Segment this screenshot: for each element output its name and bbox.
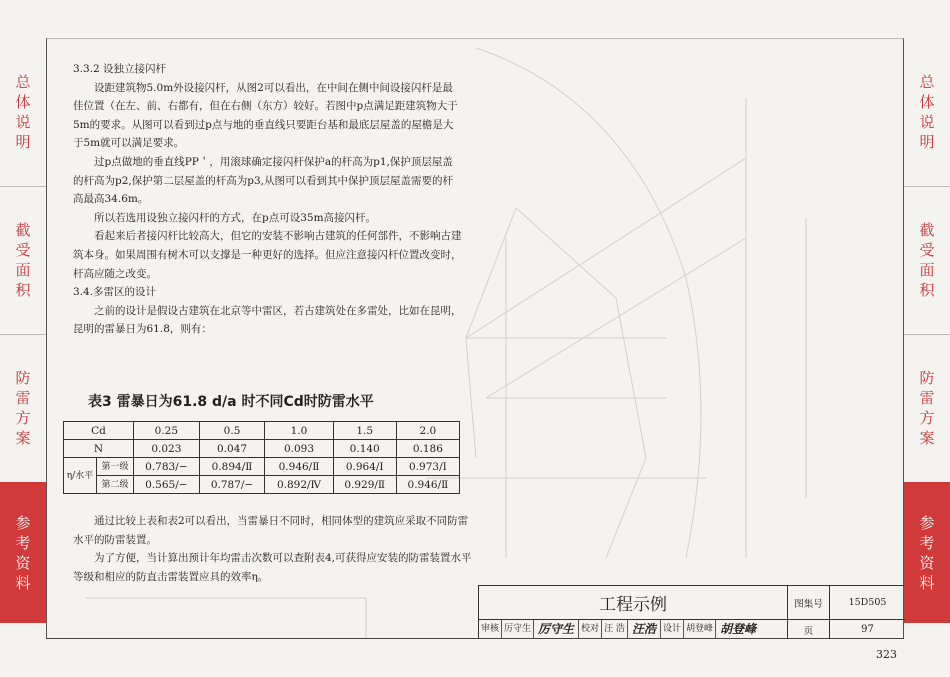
tab-label-char: 受 bbox=[15, 241, 31, 259]
paragraph: 过p点做地的垂直线PP＇，用滚球确定接闪杆保护a的杆高为p1,保护顶层屋盖的杆高为p2,保护第二层屋盖的杆高为p3,从图可以看到其中保护顶层屋盖需要的杆高最高34.6m。 bbox=[73, 155, 453, 206]
tab-overview[interactable] bbox=[904, 38, 950, 187]
tab-label-char: 积 bbox=[919, 281, 935, 299]
tab-label-char: 明 bbox=[919, 133, 935, 151]
table-cell: 0.973/Ⅰ bbox=[396, 458, 459, 476]
tab-label bbox=[15, 513, 30, 593]
table-header-cell: N bbox=[64, 440, 134, 458]
tab-label-char: 说 bbox=[919, 113, 935, 131]
tab-label bbox=[15, 220, 30, 300]
paragraph: 所以若选用设独立接闪杆的方式，在p点可设35m高接闪杆。 bbox=[94, 211, 377, 224]
table-cell: 1.0 bbox=[265, 422, 333, 440]
tab-label-char: 体 bbox=[919, 93, 935, 111]
role-label: 审核 bbox=[479, 620, 502, 639]
tab-label-char: 面 bbox=[919, 261, 935, 279]
table-row bbox=[64, 422, 460, 440]
tab-label-char: 总 bbox=[919, 73, 935, 91]
person-name: 汪 浩 bbox=[602, 620, 628, 639]
table-cell: 0.093 bbox=[265, 440, 333, 458]
tab-label-char: 方 bbox=[919, 409, 935, 427]
drawing-title: 工程示例 bbox=[479, 586, 788, 620]
lightning-protection-table bbox=[63, 421, 460, 494]
page-value: 97 bbox=[861, 624, 874, 635]
role-label: 校对 bbox=[579, 620, 602, 639]
table-cell: 0.787/− bbox=[199, 476, 265, 494]
table-row bbox=[64, 458, 460, 476]
tab-label-char: 参 bbox=[15, 513, 31, 532]
table-cell: 0.964/Ⅰ bbox=[333, 458, 396, 476]
title-block bbox=[478, 585, 904, 638]
signature-row bbox=[479, 620, 788, 639]
atlas-number-label: 图集号 bbox=[788, 586, 830, 620]
table-title: 表3 雷暴日为61.8 d/a 时不同Cd时防雷水平 bbox=[88, 394, 374, 410]
table-cell: 2.0 bbox=[396, 422, 459, 440]
table-cell: 0.946/Ⅱ bbox=[396, 476, 459, 494]
atlas-number-value: 15D505 bbox=[830, 586, 905, 620]
table-cell: 0.5 bbox=[199, 422, 265, 440]
tab-label-char: 总 bbox=[15, 73, 31, 91]
person-name: 胡登峰 bbox=[684, 620, 716, 639]
table-header-cell: η/水平 bbox=[64, 458, 97, 494]
table-cell: 0.023 bbox=[134, 440, 200, 458]
tab-label bbox=[919, 220, 934, 300]
tab-label-char: 截 bbox=[919, 221, 935, 239]
table-cell: 0.894/Ⅱ bbox=[199, 458, 265, 476]
tab-reference[interactable] bbox=[904, 482, 950, 623]
tab-lightning-scheme[interactable] bbox=[904, 334, 950, 483]
tab-label-char: 方 bbox=[15, 409, 31, 427]
role-label: 设计 bbox=[661, 620, 684, 639]
signature: 厉守生 bbox=[534, 620, 579, 639]
tab-overview[interactable] bbox=[0, 38, 46, 187]
body-text bbox=[73, 60, 463, 339]
table-cell: 0.140 bbox=[333, 440, 396, 458]
paragraph: 之前的设计是假设古建筑在北京等中雷区，若古建筑处在多雷处，比如在昆明，昆明的雷暴日为61.8，则有： bbox=[73, 304, 462, 336]
page-number: 323 bbox=[876, 648, 897, 661]
table-cell: 0.25 bbox=[134, 422, 200, 440]
table-cell: 1.5 bbox=[333, 422, 396, 440]
table-row bbox=[64, 440, 460, 458]
tab-label-char: 资 bbox=[15, 553, 31, 572]
section-heading: 3.3.2 设独立接闪杆 bbox=[73, 63, 167, 75]
tab-label-char: 案 bbox=[15, 429, 31, 447]
table-cell: 0.929/Ⅱ bbox=[333, 476, 396, 494]
tab-label-char: 料 bbox=[15, 573, 31, 592]
table-header-cell: Cd bbox=[64, 422, 134, 440]
tab-label-char: 考 bbox=[919, 533, 935, 552]
tab-intercept-area[interactable] bbox=[0, 186, 46, 335]
tab-label bbox=[919, 368, 934, 448]
table-cell: 0.047 bbox=[199, 440, 265, 458]
tab-label-char: 参 bbox=[919, 513, 935, 532]
table-row bbox=[64, 476, 460, 494]
tab-label-char: 积 bbox=[15, 281, 31, 299]
left-section-tabs bbox=[0, 38, 46, 623]
paragraph: 通过比较上表和表2可以看出，当雷暴日不同时，相同体型的建筑应采取不同防雷水平的防雷装置。 bbox=[73, 515, 469, 546]
table-header-cell: 第二级 bbox=[97, 476, 134, 494]
table-cell: 0.565/− bbox=[134, 476, 200, 494]
tab-label-char: 防 bbox=[15, 369, 31, 387]
tab-label-char: 面 bbox=[15, 261, 31, 279]
tab-label-char: 案 bbox=[919, 429, 935, 447]
paragraph: 看起来后者接闪杆比较高大，但它的安装不影响古建筑的任何部件，不影响古建筑本身。如果周围有树木可以支撑是一种更好的选择。但应注意接闪杆位置改变时，杆高应随之改变。 bbox=[73, 230, 462, 280]
tab-label bbox=[15, 72, 30, 152]
tab-label bbox=[919, 513, 934, 593]
paragraph: 设距建筑物5.0m外设接闪杆，从图2可以看出，在中间在侧中间设接闪杆是最佳位置（在左、前、右都有，但在右侧（东方）较好。若图中p点满足距建筑物大于5m的要求。从图可以看到过p点与地的垂直线只要距台基和最底层屋盖的屋檐是大于5m就可以满足要求。 bbox=[73, 81, 458, 150]
tab-label-char: 截 bbox=[15, 221, 31, 239]
tab-label-char: 防 bbox=[919, 369, 935, 387]
tab-reference[interactable] bbox=[0, 482, 46, 623]
tab-label-char: 雷 bbox=[15, 389, 31, 407]
tab-label-char: 考 bbox=[15, 533, 31, 552]
tab-label bbox=[919, 72, 934, 152]
table-cell: 0.946/Ⅱ bbox=[265, 458, 333, 476]
table-cell: 0.892/Ⅳ bbox=[265, 476, 333, 494]
tab-label-char: 受 bbox=[919, 241, 935, 259]
tab-intercept-area[interactable] bbox=[904, 186, 950, 335]
conclusion-text bbox=[73, 512, 473, 586]
tab-label bbox=[15, 368, 30, 448]
table-header-cell: 第一级 bbox=[97, 458, 134, 476]
paragraph: 为了方便，当计算出预计年均雷击次数可以查附表4,可获得应安装的防雷装置水平等级和相应的防直击雷装置应具的效率η。 bbox=[73, 552, 472, 583]
table-cell: 0.783/− bbox=[134, 458, 200, 476]
tab-label-char: 明 bbox=[15, 133, 31, 151]
right-section-tabs bbox=[904, 38, 950, 623]
tab-lightning-scheme[interactable] bbox=[0, 334, 46, 483]
tab-label-char: 说 bbox=[15, 113, 31, 131]
table-cell: 0.186 bbox=[396, 440, 459, 458]
signature: 胡登峰 bbox=[719, 622, 756, 636]
person-name: 厉守生 bbox=[502, 620, 534, 639]
tab-label-char: 雷 bbox=[919, 389, 935, 407]
tab-label-char: 体 bbox=[15, 93, 31, 111]
section-heading: 3.4.多雷区的设计 bbox=[73, 286, 157, 299]
signature: 汪浩 bbox=[628, 620, 661, 639]
tab-label-char: 料 bbox=[919, 573, 935, 592]
page-label: 页 bbox=[788, 620, 830, 639]
tab-label-char: 资 bbox=[919, 553, 935, 572]
